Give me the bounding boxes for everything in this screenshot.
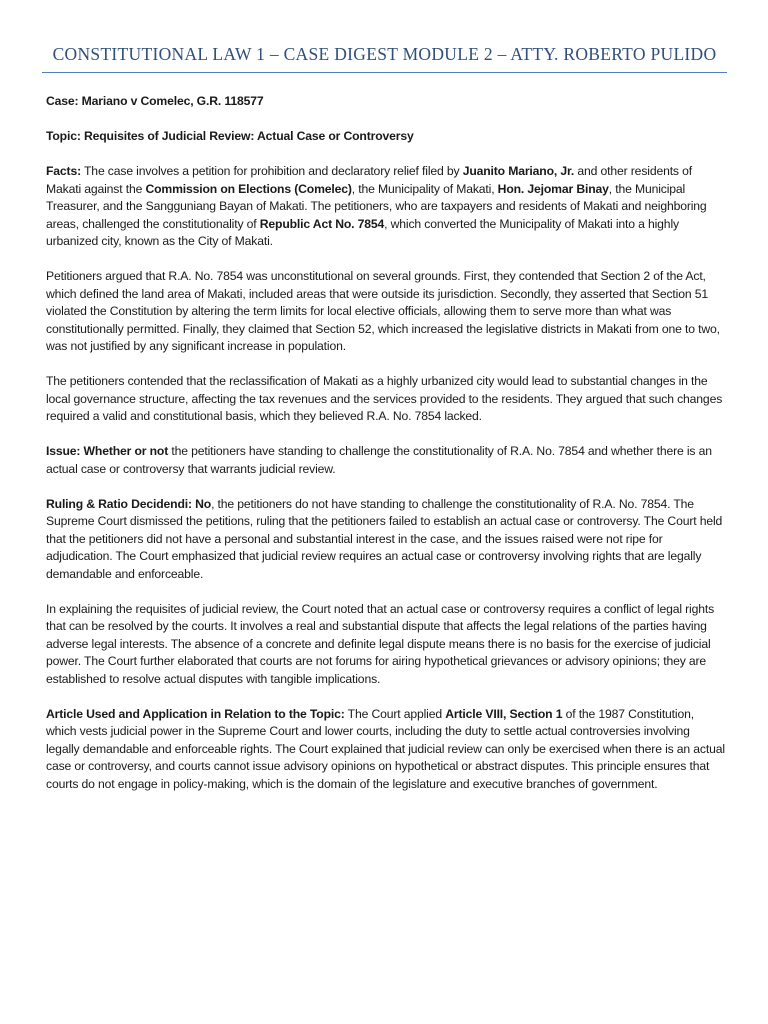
facts-law-ra7854: Republic Act No. 7854: [259, 216, 385, 231]
case-title: Case: Mariano v Comelec, G.R. 118577: [46, 94, 264, 108]
facts-text: , the Municipal Treasurer, and the Sangguniang Bayan of Makati. The petitioners, who are taxpayers and residents of Makati and neighboring areas, challenged the constitutionality of: [46, 181, 707, 231]
facts-party-binay: Hon. Jejomar Binay: [497, 181, 609, 196]
case-line: [46, 93, 726, 111]
facts-text: and other residents of Makati against the: [46, 164, 692, 196]
article-label: Article Used and Application in Relation to the Topic:: [46, 706, 345, 721]
document-body: [46, 93, 726, 811]
contentions-paragraph: The petitioners contended that the reclassification of Makati as a highly urbanized city would lead to substantial changes in the local governance structure, affecting the tax revenues and the services provided to the residents. They argued that such changes required a valid and constitutional basis, which they believed R.A. No. 7854 lacked.: [46, 374, 723, 423]
facts-text: , the Municipality of Makati,: [351, 181, 498, 196]
ruling-label: Ruling & Ratio Decidendi: No: [46, 496, 212, 511]
ruling-paragraph: [46, 496, 726, 584]
facts-text: , which converted the Municipality of Makati into a highly urbanized city, known as the City of Makati.: [46, 216, 679, 248]
article-text: of the 1987 Constitution, which vests judicial power in the Supreme Court and lower courts, including the duty to settle actual controversies involving legally demandable and enforceable rights. The Court explained that judicial review can only be exercised when there is an actual case or controversy, and courts cannot issue advisory opinions on hypothetical or abstract disputes. This principle ensures that courts do not engage in policy-making, which is the domain of the legislature and executive branches of government.: [46, 706, 725, 791]
issue-text: the petitioners have standing to challenge the constitutionality of R.A. No. 7854 and whether there is an actual case or controversy that warrants judicial review.: [46, 444, 712, 476]
issue-label: Issue: Whether or not: [46, 444, 169, 458]
arguments-paragraph: Petitioners argued that R.A. No. 7854 was unconstitutional on several grounds. First, they contended that Section 2 of the Act, which defined the land area of Makati, included areas that were outside its jurisdiction. Secondly, they asserted that Section 51 violated the Constitution by altering the term limits for local elective officials, allowing them to serve more than what was constitutionally permitted. Finally, they claimed that Section 52, which increased the legislative districts in Makati from one to two, was not justified by any significant increase in population.: [46, 269, 720, 353]
article-text: The Court applied: [344, 706, 446, 721]
facts-text: The case involves a petition for prohibition and declaratory relief filed by: [81, 164, 463, 178]
issue-paragraph: [46, 443, 726, 478]
article-paragraph: [46, 706, 726, 794]
facts-label: Facts:: [46, 164, 81, 178]
facts-party-comelec: Commission on Elections (Comelec): [145, 181, 352, 196]
facts-party-mariano: Juanito Mariano, Jr.: [462, 164, 575, 178]
header-divider: [42, 72, 727, 73]
article-reference: Article VIII, Section 1: [445, 706, 563, 721]
page-header-title: CONSTITUTIONAL LAW 1 – CASE DIGEST MODULE 2 – ATTY. ROBERTO PULIDO: [52, 44, 717, 64]
topic-title: Topic: Requisites of Judicial Review: Actual Case or Controversy: [46, 129, 414, 143]
ruling-text: , the petitioners do not have standing to challenge the constitutionality of R.A. No. 7854. The Supreme Court dismissed the petitions, ruling that the petitioners failed to establish an actual case or controversy. The Court held that the petitioners did not have a personal and substantial interest in the case, and the issues raised were not ripe for adjudication. The Court emphasized that judicial review requires an actual case or controversy involving rights that are legally demandable and enforceable.: [46, 496, 723, 581]
requisites-paragraph: In explaining the requisites of judicial review, the Court noted that an actual case or controversy requires a conflict of legal rights that can be resolved by the courts. It involves a real and substantial dispute that affects the legal relations of the parties having adverse legal interests. The absence of a concrete and definite legal dispute means there is no basis for the exercise of judicial power. The Court further elaborated that courts are not forums for airing hypothetical grievances or advisory opinions; they are established to resolve actual disputes with tangible implications.: [46, 601, 715, 686]
facts-paragraph: [46, 163, 726, 251]
topic-line: [46, 128, 726, 146]
